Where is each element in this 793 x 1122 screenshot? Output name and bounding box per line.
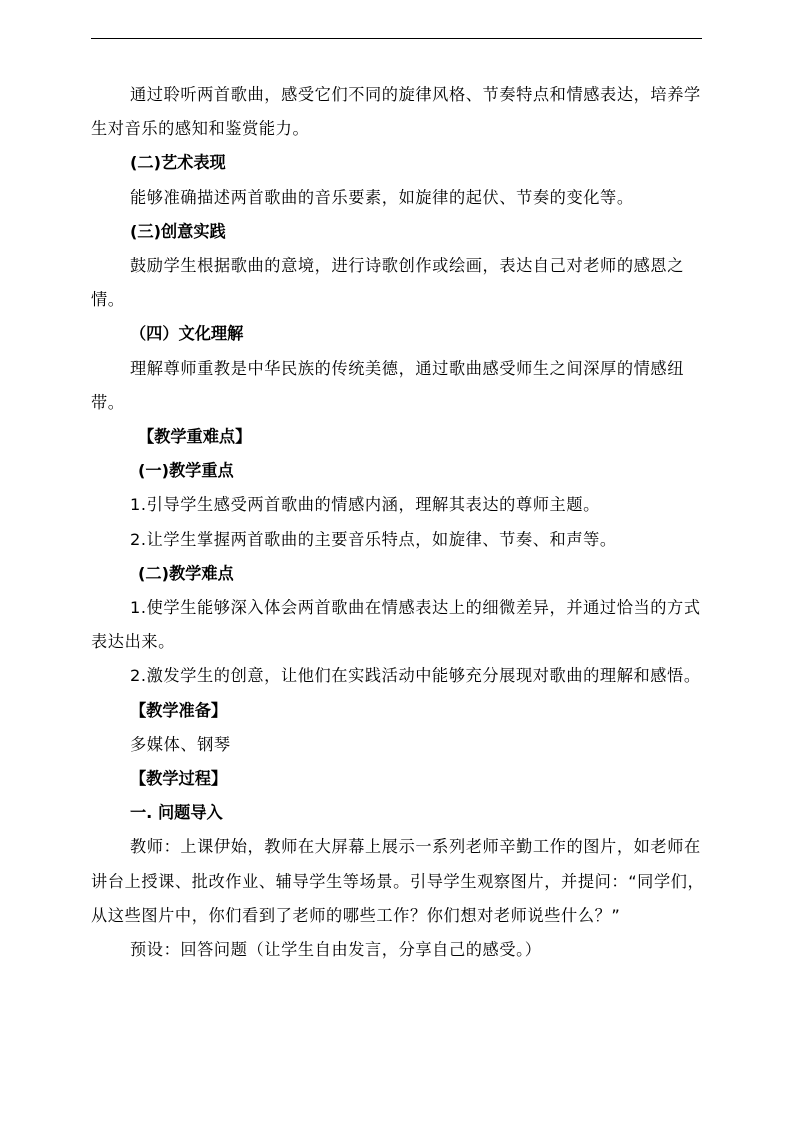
list-item-difficult-point-1: 1.使学生能够深入体会两首歌曲在情感表达上的细微差异，并通过恰当的方式表达出来。	[91, 598, 701, 652]
list-item-key-point-2: 2.让学生掌握两首歌曲的主要音乐特点，如旋律、节奏、和声等。	[130, 529, 617, 549]
header-rule	[91, 38, 702, 39]
paragraph-expected-answer: 预设：回答问题（让学生自由发言，分享自己的感受。）	[130, 940, 542, 960]
paragraph-cultural-understanding: 理解尊师重教是中华民族的传统美德，通过歌曲感受师生之间深厚的情感纽带。	[91, 358, 684, 412]
heading-difficult-points: (二)教学难点	[138, 563, 234, 583]
paragraph-preparation: 多媒体、钢琴	[130, 734, 231, 754]
heading-cultural-understanding: （四）文化理解	[130, 324, 244, 344]
heading-key-points: (一)教学重点	[138, 461, 234, 481]
heading-process: 【教学过程】	[130, 769, 228, 789]
heading-question-intro: 一. 问题导入	[130, 803, 223, 823]
paragraph-creative-practice: 鼓励学生根据歌曲的意境，进行诗歌创作或绘画，表达自己对老师的感恩之情。	[91, 256, 684, 310]
heading-art-expression: (二)艺术表现	[130, 153, 226, 173]
paragraph-listening-goal: 通过聆听两首歌曲，感受它们不同的旋律风格、节奏特点和情感表达，培养学生对音乐的感知和鉴赏能力。	[91, 85, 701, 139]
list-item-key-point-1: 1.引导学生感受两首歌曲的情感内涵，理解其表达的尊师主题。	[130, 495, 600, 515]
list-item-difficult-point-2: 2.激发学生的创意，让他们在实践活动中能够充分展现对歌曲的理解和感悟。	[130, 666, 701, 686]
heading-creative-practice: (三)创意实践	[130, 221, 226, 241]
heading-preparation: 【教学准备】	[130, 700, 228, 720]
paragraph-art-expression: 能够准确描述两首歌曲的音乐要素，如旋律的起伏、节奏的变化等。	[130, 187, 634, 207]
heading-key-difficult-points: 【教学重难点】	[138, 427, 252, 447]
document-body	[91, 78, 705, 967]
paragraph-teacher-intro: 教师：上课伊始，教师在大屏幕上展示一系列老师辛勤工作的图片，如老师在讲台上授课、批改作业、辅导学生等场景。引导学生观察图片，并提问：“同学们，从这些图片中，你们看到了老师的哪些工作？你们想对老师说些什么？”	[91, 837, 705, 925]
